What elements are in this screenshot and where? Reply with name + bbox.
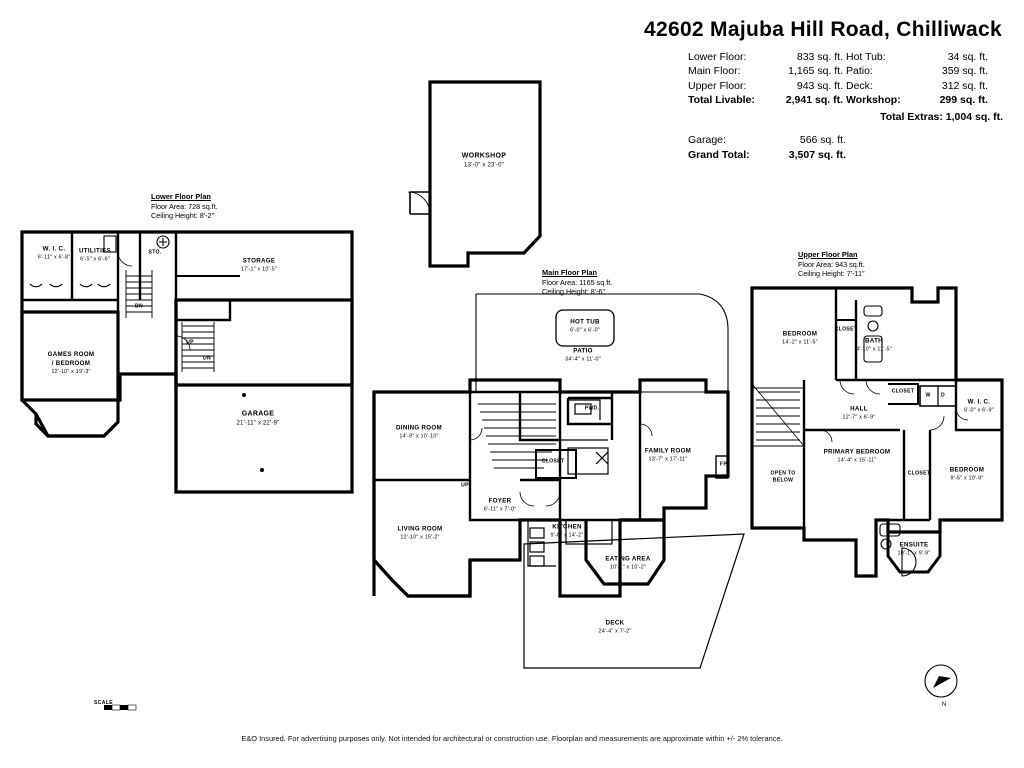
room-label-bedroom-upper-1 — [782, 331, 818, 348]
room-dimensions: 9'-6" x 14'-2" — [550, 532, 584, 539]
room-name: W. I. C. — [42, 245, 66, 253]
room-label-utilities — [79, 248, 111, 265]
games-room-bay — [36, 414, 118, 436]
room-name: DINING ROOM — [396, 424, 442, 432]
room-dimensions: 14'-2" x 11'-5" — [782, 339, 818, 346]
room-name: UTILITIES — [79, 247, 111, 255]
room-dimensions: 6'-0" x 6'-0" — [570, 327, 600, 334]
room-name: WORKSHOP — [461, 152, 507, 160]
room-label-open-to-below — [771, 471, 796, 486]
misc-label-text: UP — [186, 339, 194, 346]
room-label-fireplace-main — [720, 461, 728, 468]
scale-label: SCALE — [94, 700, 113, 706]
misc-label-text: DN — [135, 303, 143, 310]
lower-floor-area: Floor Area: 728 sq.ft. — [151, 201, 218, 211]
hot-tub-value: 34 sq. ft. — [947, 51, 988, 63]
compass-north-label: N — [942, 702, 947, 708]
room-label-wic-upper — [964, 399, 994, 416]
misc-label-text: DN — [203, 355, 211, 362]
room-name: CLOSET — [891, 388, 915, 395]
garage-label: Garage: — [688, 134, 726, 147]
main-floor-label: Main Floor: — [688, 65, 741, 78]
room-dimensions: 21'-11" x 22'-9" — [236, 420, 280, 427]
family-room-fixtures — [556, 440, 608, 474]
main-floor-area: Floor Area: 1165 sq.ft. — [542, 277, 613, 287]
patio-value: 359 sq. ft. — [941, 65, 988, 78]
room-label-workshop — [462, 152, 506, 171]
room-label-ensuite — [898, 542, 931, 559]
lower-floor-note — [151, 192, 218, 221]
workshop-door-swing — [408, 192, 430, 214]
room-label-closet-main — [542, 458, 564, 465]
lower-stair-wall — [176, 300, 230, 320]
workshop-label: Workshop: — [846, 94, 901, 107]
lower-floor-label: Lower Floor: — [688, 51, 747, 63]
room-dimensions: 14'-9" x 10'-10" — [399, 433, 439, 440]
label-down-label-garage — [203, 355, 211, 362]
room-name: CLOSET — [834, 326, 858, 333]
compass — [922, 662, 968, 716]
room-dimensions: 10'-1" x 9'-9" — [897, 550, 931, 557]
room-label-family-room — [645, 448, 691, 465]
room-label-living-room — [398, 526, 443, 543]
room-label-bedroom-upper-2 — [950, 467, 984, 484]
grand-total-label: Grand Total: — [688, 148, 750, 161]
garage-dot-1 — [242, 393, 246, 397]
upper-floor-value: 943 sq. ft. — [796, 79, 843, 92]
room-name: HALL — [850, 405, 868, 413]
room-name: HOT TUB — [570, 318, 600, 326]
room-label-primary-bedroom — [824, 449, 891, 466]
room-label-washer — [925, 392, 930, 399]
workshop-outline — [430, 82, 540, 266]
room-label-garage — [237, 410, 280, 429]
room-label-deck — [599, 620, 632, 637]
room-name: FAMILY ROOM — [644, 447, 692, 455]
patio-label: Patio: — [846, 65, 873, 78]
room-dimensions: 12'-10" x 19'-3" — [51, 369, 91, 376]
room-name: CLOSET — [907, 470, 931, 477]
upper-floor-note-header: Upper Floor Plan — [798, 250, 858, 259]
room-label-hot-tub — [570, 319, 600, 336]
room-dimensions: 6'-5" x 6'-6" — [80, 256, 110, 263]
label-down-arrow-lower-stairs — [135, 303, 143, 310]
room-name: CLOSET — [541, 458, 565, 465]
main-floor-ceiling: Ceiling Height: 8'-6" — [542, 287, 606, 297]
room-name: BEDROOM — [949, 466, 985, 474]
living-bay — [374, 560, 470, 596]
room-dimensions: 12'-7" x 6'-9" — [842, 414, 876, 421]
room-label-kitchen — [551, 524, 584, 541]
room-label-eating-area — [605, 556, 650, 573]
room-dimensions: 14'-4" x 15'-11" — [837, 457, 877, 464]
room-label-storage-lower — [149, 249, 162, 256]
grand-total-value: 3,507 sq. ft. — [788, 148, 846, 161]
room-dimensions: 10'-1" x 10'-2" — [609, 564, 647, 571]
room-dimensions: 6'-11" x 6'-8" — [37, 254, 71, 261]
room-label-dining-room — [396, 425, 442, 442]
room-name: W. I. C. — [967, 398, 991, 406]
room-name: GARAGE — [241, 410, 275, 418]
room-name: D — [941, 392, 945, 399]
room-dimensions: 17'-1" x 10'-5" — [240, 266, 278, 273]
room-label-storage — [241, 258, 277, 275]
room-name: PRIMARY BEDROOM — [823, 448, 891, 456]
room-dimensions: 12'-10" x 15'-2" — [400, 534, 440, 541]
room-name: PWD. — [584, 405, 600, 412]
total-livable-label: Total Livable: — [688, 94, 755, 107]
room-name: DECK — [605, 619, 625, 627]
room-label-patio — [565, 348, 601, 365]
label-up-label-foyer — [461, 482, 469, 489]
room-name: ENSUITE — [899, 541, 929, 549]
eating-area-bay — [586, 520, 664, 584]
room-dimensions: 9'-5" x 10'-9" — [950, 475, 984, 482]
room-name: PATIO — [573, 347, 593, 355]
room-label-closet-upper-1 — [835, 326, 857, 333]
upper-floor-note — [798, 250, 865, 279]
lower-floor-note-header: Lower Floor Plan — [151, 192, 211, 201]
upper-floor-area: Floor Area: 943 sq.ft. — [798, 259, 865, 269]
deck-value: 312 sq. ft. — [941, 79, 988, 92]
room-name: BATH — [865, 337, 883, 345]
room-label-closet-upper-2 — [892, 388, 914, 395]
room-dimensions: 6'-0" x 6'-9" — [964, 407, 994, 414]
room-name: KITCHEN — [552, 523, 582, 531]
label-up-arrow-lower-stairs — [186, 339, 194, 346]
main-floor-note — [542, 268, 612, 297]
room-label-closet-upper-3 — [908, 470, 930, 477]
room-name: FOYER — [488, 497, 512, 505]
room-name: FP. — [719, 461, 729, 468]
lower-floor-ceiling: Ceiling Height: 8'-2" — [151, 211, 215, 221]
page-title: 42602 Majuba Hill Road, Chilliwack — [644, 18, 1002, 41]
room-dimensions: 4'-10" x 11'-5" — [856, 346, 892, 353]
main-floor-note-header: Main Floor Plan — [542, 268, 598, 277]
garage-outline — [176, 300, 352, 492]
main-floor-value: 1,165 sq. ft. — [788, 65, 843, 78]
scale-bar — [92, 700, 113, 706]
disclaimer: E&O Insured. For advertising purposes only. Not intended for architectural or construction use. Floorplan and measurements are approximate within +/- 2% tolerance. — [241, 734, 783, 743]
room-name: STORAGE — [242, 257, 276, 265]
lower-floor-value: 833 sq. ft. — [796, 51, 843, 63]
room-dimensions: 34'-4" x 11'-0" — [565, 356, 601, 363]
hot-tub-label: Hot Tub: — [846, 51, 886, 63]
room-label-wic-lower — [38, 246, 71, 263]
workshop-value: 299 sq. ft. — [939, 94, 988, 107]
room-dimensions: 13'-7" x 17'-11" — [648, 456, 688, 463]
room-label-dryer — [941, 392, 945, 399]
room-name: STO. — [148, 249, 162, 256]
room-label-hall-upper — [843, 406, 876, 423]
room-label-bath-upper — [856, 338, 892, 355]
room-label-games-room-bedroom — [48, 351, 95, 377]
stair-wall-main — [520, 392, 560, 440]
room-dimensions: 6'-11" x 7'-0" — [483, 506, 517, 513]
garage-stairs — [182, 322, 214, 372]
room-name: EATING AREA — [605, 555, 651, 563]
garage-dot-2 — [260, 468, 264, 472]
deck-outline — [524, 534, 744, 668]
deck-label: Deck: — [846, 79, 873, 92]
upper-floor-label: Upper Floor: — [688, 79, 747, 92]
room-name: BEDROOM — [782, 330, 818, 338]
misc-label-text: UP — [461, 482, 469, 489]
upper-floor-ceiling: Ceiling Height: 7'-11" — [798, 269, 865, 279]
room-label-foyer — [484, 498, 517, 515]
room-dimensions: 13'-0" x 23'-0" — [464, 162, 504, 169]
garage-value: 566 sq. ft. — [799, 134, 846, 147]
total-livable-value: 2,941 sq. ft. — [785, 94, 843, 107]
room-name: W — [925, 392, 931, 399]
room-name: GAMES ROOM / BEDROOM — [47, 351, 95, 368]
room-label-pwd — [585, 405, 600, 412]
patio-outline — [476, 294, 728, 392]
total-extras: Total Extras: 1,004 sq. ft. — [880, 110, 1003, 123]
room-dimensions: 24'-4" x 7'-2" — [598, 628, 632, 635]
room-name: OPEN TO BELOW — [770, 470, 796, 484]
room-name: LIVING ROOM — [397, 525, 443, 533]
upper-stairs — [752, 384, 804, 446]
